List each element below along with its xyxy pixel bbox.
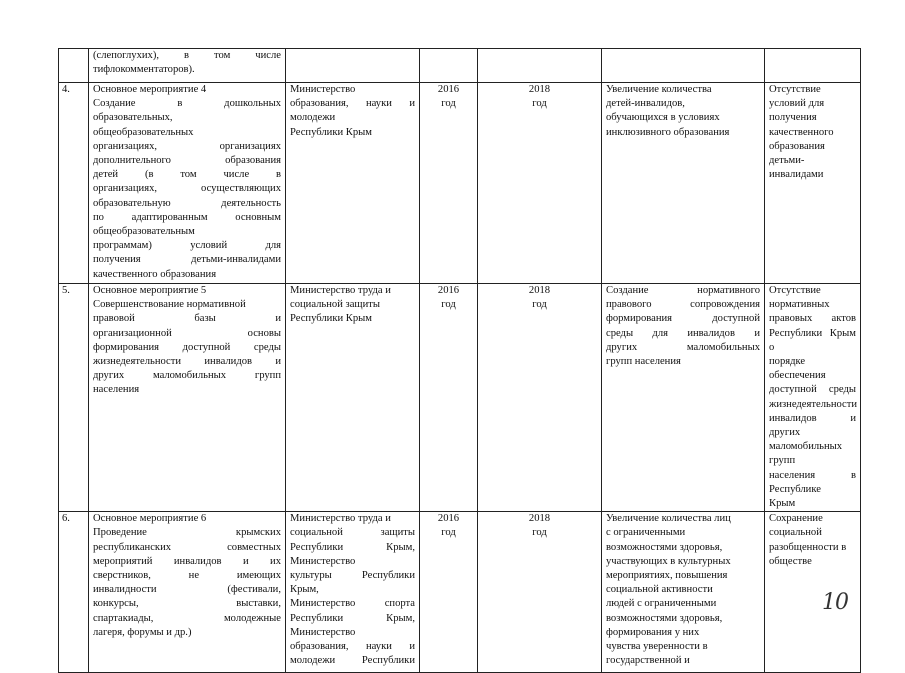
text-line: мероприятий инвалидов и их [93, 555, 281, 567]
text-line: организациях, организациях [93, 140, 281, 152]
text-line: Министерство [290, 555, 356, 567]
text-line: возможностями здоровья, [606, 612, 723, 624]
measures-table [58, 48, 861, 673]
table-row [59, 512, 861, 673]
text-line: Основное мероприятие 6 [93, 513, 207, 525]
text-line: участвующих в культурных [606, 555, 731, 567]
cell-event [89, 284, 286, 512]
text-line: программам) условий для [93, 240, 281, 252]
text-line: получения детьми-инвалидами [93, 254, 281, 266]
text-line: правовых актов [769, 313, 856, 325]
text-line: Республики Крым о [769, 327, 856, 353]
cell-risk [765, 284, 861, 512]
text-line: Основное мероприятие 4 [93, 84, 207, 95]
text-line: 2018 [528, 84, 551, 95]
text-line: конкурсы, выставки, [93, 598, 281, 610]
text-line: Министерство труда и [290, 513, 391, 525]
text-line: республиканских совместных [93, 541, 281, 553]
text-line: групп населения [606, 356, 681, 368]
text-line: образовательную деятельность [93, 197, 281, 209]
text-line: Крым [769, 498, 796, 510]
text-line: социальной защиты [290, 527, 415, 539]
text-line: общеобразовательных [93, 126, 194, 138]
cell-start [420, 83, 478, 284]
text-line: детей-инвалидов, [606, 98, 685, 110]
text-line: год [532, 527, 547, 539]
cell-num: 4. [59, 83, 89, 284]
text-line: 2016 [437, 285, 460, 296]
text-line: организационной основы [93, 327, 281, 339]
text-line: (слепоглухих), в том числе [93, 50, 281, 61]
cell-start [420, 512, 478, 673]
text-line: инклюзивного образования [606, 126, 730, 138]
cell-end [478, 512, 602, 673]
cell-num: 5. [59, 284, 89, 512]
text-line: 2018 [528, 285, 551, 296]
text-line: Республики Крым, [290, 541, 415, 553]
text-line: инвалидности (фестивали, [93, 584, 281, 596]
text-line: инвалидов и других [769, 412, 856, 439]
text-line: социальной защиты [290, 299, 380, 311]
cell-num [59, 49, 89, 83]
text-line: социальной активности [606, 584, 713, 596]
text-line: 2016 [437, 84, 460, 95]
cell-risk [765, 49, 861, 83]
text-line: правовой базы и [93, 313, 281, 325]
cell-start [420, 49, 478, 83]
text-line: населения в Республике [769, 469, 856, 495]
text-line: общеобразовательным [93, 226, 195, 238]
text-line: государственной и [606, 655, 690, 667]
text-line: других маломобильных [606, 341, 760, 353]
text-line: обществе [769, 555, 812, 567]
text-line: жизнедеятельности инвалидов и [93, 356, 281, 368]
text-line: Увеличение количества лиц [606, 513, 731, 525]
text-line: Министерство труда и [290, 285, 391, 296]
text-line: образования детьми- [769, 140, 825, 167]
text-line: год [441, 299, 456, 311]
text-line: порядке обеспечения [769, 356, 826, 382]
text-line: Сохранение социальной [769, 513, 823, 539]
text-line: год [441, 98, 456, 110]
cell-risk [765, 83, 861, 284]
cell-event [89, 49, 286, 83]
text-line: Республики Крым [290, 126, 372, 138]
text-line: Министерство [290, 84, 356, 95]
text-line: образования, науки и [290, 641, 415, 653]
text-line: качественного образования [93, 268, 217, 280]
text-line: других маломобильных групп [93, 370, 281, 382]
text-line: детей (в том числе в [93, 169, 281, 181]
text-line: среды для инвалидов и [606, 327, 760, 339]
text-line: Республики Крым, [290, 612, 415, 624]
text-line: 2018 [528, 513, 551, 525]
document-page [58, 48, 860, 673]
text-line: молодежи Республики [290, 655, 415, 667]
cell-executor [286, 49, 420, 83]
text-line: с ограниченными [606, 527, 686, 539]
text-line: обучающихся в условиях [606, 112, 720, 124]
cell-event [89, 83, 286, 284]
text-line: образования, науки и [290, 98, 415, 110]
text-line: Отсутствие нормативных [769, 285, 830, 311]
text-line: Создание нормативного [606, 285, 760, 296]
text-line: Министерство [290, 626, 356, 638]
text-line: культуры Республики [290, 570, 415, 582]
table-row [59, 284, 861, 512]
cell-event [89, 512, 286, 673]
cell-executor [286, 512, 420, 673]
text-line: возможностями здоровья, [606, 541, 723, 553]
text-line: населения [93, 384, 140, 396]
page-number: 10 [822, 590, 848, 615]
cell-result [602, 49, 765, 83]
cell-start [420, 284, 478, 512]
text-line: маломобильных групп [769, 441, 843, 467]
text-line: людей с ограниченными [606, 598, 717, 610]
text-line: год [532, 98, 547, 110]
cell-executor [286, 83, 420, 284]
text-line: мероприятиях, повышения [606, 570, 728, 582]
text-line: Основное мероприятие 5 [93, 285, 207, 296]
text-line: разобщенности в [769, 541, 847, 553]
text-line: молодежи [290, 112, 336, 124]
cell-result [602, 512, 765, 673]
text-line: Министерство спорта [290, 598, 415, 610]
text-line: спартакиады, молодежные [93, 612, 281, 624]
text-line: образовательных, [93, 112, 173, 124]
text-line: Совершенствование нормативной [93, 299, 246, 311]
text-line: Отсутствие условий для [769, 84, 825, 110]
text-line: 2016 [437, 513, 460, 525]
text-line: дополнительного образования [93, 155, 281, 167]
text-line: получения качественного [769, 112, 834, 138]
text-line: формирования доступной [606, 313, 760, 325]
cell-result [602, 83, 765, 284]
cell-executor [286, 284, 420, 512]
text-line: год [532, 299, 547, 311]
text-line: Республики Крым [290, 313, 372, 325]
text-line: формирования у них [606, 626, 700, 638]
text-line: Крым, [290, 584, 319, 596]
cell-end [478, 284, 602, 512]
text-line: Создание в дошкольных [93, 98, 281, 110]
text-line: сверстников, не имеющих [93, 570, 281, 582]
text-line: Проведение крымских [93, 527, 281, 539]
text-line: формирования доступной среды [93, 341, 281, 353]
cell-end [478, 83, 602, 284]
text-line: чувства уверенности в [606, 641, 708, 653]
table-row [59, 49, 861, 83]
text-line: Увеличение количества [606, 84, 712, 95]
text-line: жизнедеятельности [769, 398, 858, 410]
cell-end [478, 49, 602, 83]
cell-num: 6. [59, 512, 89, 673]
text-line: лагеря, форумы и др.) [93, 626, 192, 638]
text-line: по адаптированным основным [93, 211, 281, 223]
text-line: организациях, осуществляющих [93, 183, 281, 195]
text-line: тифлокомментаторов). [93, 64, 195, 76]
table-row [59, 83, 861, 284]
text-line: инвалидами [769, 169, 824, 181]
cell-result [602, 284, 765, 512]
text-line: год [441, 527, 456, 539]
text-line: доступной среды [769, 384, 856, 396]
text-line: правового сопровождения [606, 299, 760, 311]
